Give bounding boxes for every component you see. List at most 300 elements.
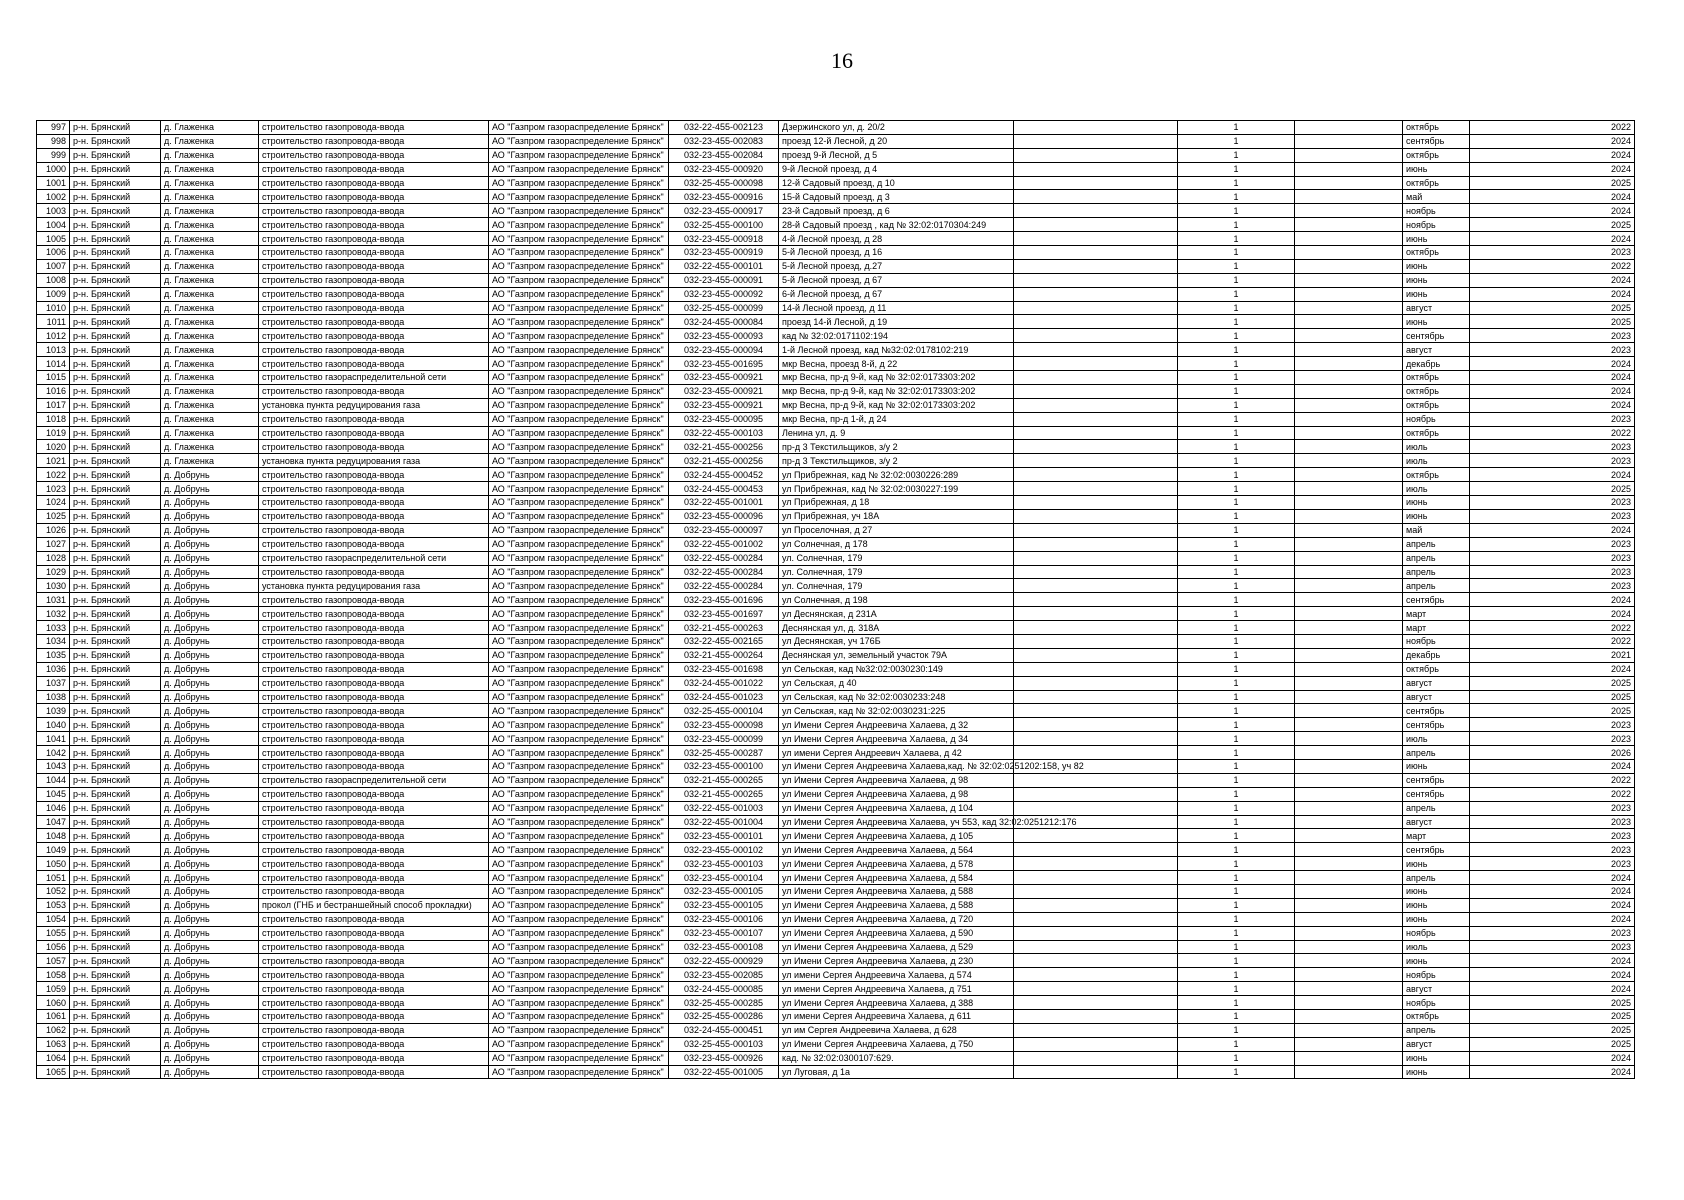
cell-application-code: 032-22-455-000101 <box>669 259 779 273</box>
cell-application-code: 032-23-455-000095 <box>669 412 779 426</box>
cell-empty <box>1295 565 1403 579</box>
cell-row-number: 997 <box>37 121 70 135</box>
cell-district: р-н. Брянский <box>70 426 161 440</box>
cell-quantity: 1 <box>1178 148 1295 162</box>
cell-row-number: 1047 <box>37 815 70 829</box>
cell-quantity: 1 <box>1178 579 1295 593</box>
cell-application-code: 032-23-455-000098 <box>669 718 779 732</box>
cell-work-type: строительство газопровода-ввода <box>259 801 489 815</box>
cell-application-code: 032-23-455-000091 <box>669 273 779 287</box>
cell-empty <box>1014 509 1178 523</box>
cell-work-type: строительство газопровода-ввода <box>259 440 489 454</box>
cell-month: июль <box>1403 440 1470 454</box>
cell-row-number: 1018 <box>37 412 70 426</box>
cell-organization: АО "Газпром газораспределение Брянск" <box>489 607 669 621</box>
cell-address: ул Имени Сергея Андреевича Халаева, д 584 <box>779 871 1014 885</box>
cell-month: октябрь <box>1403 1010 1470 1024</box>
cell-application-code: 032-22-455-001002 <box>669 537 779 551</box>
cell-address: ул Имени Сергея Андреевича Халаева,кад. № 32:02:0251202:158, уч 82 <box>779 759 1014 773</box>
cell-year: 2023 <box>1470 551 1635 565</box>
cell-empty <box>1014 746 1178 760</box>
cell-empty <box>1014 273 1178 287</box>
cell-empty <box>1295 468 1403 482</box>
cell-year: 2022 <box>1470 621 1635 635</box>
cell-empty <box>1014 982 1178 996</box>
cell-row-number: 1039 <box>37 704 70 718</box>
cell-organization: АО "Газпром газораспределение Брянск" <box>489 759 669 773</box>
cell-district: р-н. Брянский <box>70 1023 161 1037</box>
cell-empty <box>1295 176 1403 190</box>
cell-address: ул. Солнечная, 179 <box>779 579 1014 593</box>
cell-year: 2021 <box>1470 648 1635 662</box>
cell-empty <box>1295 690 1403 704</box>
cell-year: 2023 <box>1470 857 1635 871</box>
cell-application-code: 032-23-455-000108 <box>669 940 779 954</box>
cell-application-code: 032-22-455-000284 <box>669 565 779 579</box>
cell-locality: д. Глаженка <box>161 384 259 398</box>
cell-year: 2024 <box>1470 190 1635 204</box>
cell-locality: д. Глаженка <box>161 426 259 440</box>
cell-empty <box>1295 871 1403 885</box>
cell-work-type: строительство газопровода-ввода <box>259 746 489 760</box>
cell-organization: АО "Газпром газораспределение Брянск" <box>489 537 669 551</box>
cell-empty <box>1014 662 1178 676</box>
cell-month: июнь <box>1403 232 1470 246</box>
cell-organization: АО "Газпром газораспределение Брянск" <box>489 565 669 579</box>
cell-year: 2024 <box>1470 523 1635 537</box>
cell-empty <box>1295 1023 1403 1037</box>
cell-work-type: строительство газопровода-ввода <box>259 468 489 482</box>
cell-address: ул Солнечная, д 198 <box>779 593 1014 607</box>
cell-quantity: 1 <box>1178 371 1295 385</box>
cell-month: июль <box>1403 732 1470 746</box>
cell-organization: АО "Газпром газораспределение Брянск" <box>489 440 669 454</box>
cell-work-type: строительство газопровода-ввода <box>259 593 489 607</box>
cell-locality: д. Глаженка <box>161 273 259 287</box>
cell-row-number: 1019 <box>37 426 70 440</box>
cell-organization: АО "Газпром газораспределение Брянск" <box>489 1051 669 1065</box>
cell-address: ул имени Сергея Андреевич Халаева, д 42 <box>779 746 1014 760</box>
cell-empty <box>1295 273 1403 287</box>
table-row <box>37 565 1635 579</box>
cell-locality: д. Добрунь <box>161 690 259 704</box>
cell-empty <box>1295 301 1403 315</box>
cell-locality: д. Добрунь <box>161 732 259 746</box>
cell-work-type: строительство газопровода-ввода <box>259 232 489 246</box>
cell-organization: АО "Газпром газораспределение Брянск" <box>489 593 669 607</box>
cell-quantity: 1 <box>1178 773 1295 787</box>
cell-empty <box>1014 190 1178 204</box>
cell-locality: д. Глаженка <box>161 232 259 246</box>
cell-row-number: 1025 <box>37 509 70 523</box>
cell-locality: д. Добрунь <box>161 579 259 593</box>
cell-row-number: 1013 <box>37 343 70 357</box>
cell-organization: АО "Газпром газораспределение Брянск" <box>489 509 669 523</box>
cell-month: октябрь <box>1403 426 1470 440</box>
cell-year: 2024 <box>1470 134 1635 148</box>
cell-address: ул Имени Сергея Андреевича Халаева, д 34 <box>779 732 1014 746</box>
table-row <box>37 884 1635 898</box>
cell-row-number: 1063 <box>37 1037 70 1051</box>
cell-row-number: 1021 <box>37 454 70 468</box>
cell-application-code: 032-21-455-000265 <box>669 773 779 787</box>
cell-empty <box>1295 676 1403 690</box>
cell-locality: д. Глаженка <box>161 343 259 357</box>
cell-quantity: 1 <box>1178 523 1295 537</box>
cell-year: 2023 <box>1470 329 1635 343</box>
cell-address: ул Луговая, д 1а <box>779 1065 1014 1079</box>
cell-month: июнь <box>1403 912 1470 926</box>
table-row <box>37 982 1635 996</box>
table-row <box>37 1051 1635 1065</box>
cell-month: апрель <box>1403 565 1470 579</box>
cell-empty <box>1014 1051 1178 1065</box>
cell-quantity: 1 <box>1178 829 1295 843</box>
cell-empty <box>1014 843 1178 857</box>
cell-district: р-н. Брянский <box>70 551 161 565</box>
cell-district: р-н. Брянский <box>70 996 161 1010</box>
cell-organization: АО "Газпром газораспределение Брянск" <box>489 273 669 287</box>
table-row <box>37 1010 1635 1024</box>
cell-quantity: 1 <box>1178 634 1295 648</box>
cell-district: р-н. Брянский <box>70 926 161 940</box>
cell-month: октябрь <box>1403 121 1470 135</box>
cell-locality: д. Глаженка <box>161 287 259 301</box>
cell-district: р-н. Брянский <box>70 732 161 746</box>
cell-locality: д. Глаженка <box>161 121 259 135</box>
cell-district: р-н. Брянский <box>70 954 161 968</box>
cell-empty <box>1295 912 1403 926</box>
cell-month: июнь <box>1403 759 1470 773</box>
cell-month: апрель <box>1403 551 1470 565</box>
cell-quantity: 1 <box>1178 787 1295 801</box>
cell-empty <box>1014 857 1178 871</box>
cell-quantity: 1 <box>1178 593 1295 607</box>
cell-application-code: 032-23-455-000096 <box>669 509 779 523</box>
cell-address: ул им Сергея Андреевича Халаева, д 628 <box>779 1023 1014 1037</box>
cell-district: р-н. Брянский <box>70 843 161 857</box>
cell-district: р-н. Брянский <box>70 537 161 551</box>
cell-organization: АО "Газпром газораспределение Брянск" <box>489 732 669 746</box>
cell-empty <box>1014 912 1178 926</box>
cell-empty <box>1295 259 1403 273</box>
cell-work-type: строительство газораспределительной сети <box>259 371 489 385</box>
cell-empty <box>1014 301 1178 315</box>
cell-empty <box>1295 815 1403 829</box>
cell-empty <box>1014 787 1178 801</box>
cell-month: июнь <box>1403 509 1470 523</box>
cell-organization: АО "Газпром газораспределение Брянск" <box>489 634 669 648</box>
cell-work-type: строительство газопровода-ввода <box>259 259 489 273</box>
cell-row-number: 1056 <box>37 940 70 954</box>
cell-month: сентябрь <box>1403 704 1470 718</box>
table-row <box>37 287 1635 301</box>
cell-row-number: 1046 <box>37 801 70 815</box>
cell-address: проезд 12-й Лесной, д 20 <box>779 134 1014 148</box>
cell-empty <box>1014 134 1178 148</box>
cell-work-type: строительство газопровода-ввода <box>259 426 489 440</box>
cell-quantity: 1 <box>1178 648 1295 662</box>
table-row <box>37 218 1635 232</box>
cell-year: 2024 <box>1470 968 1635 982</box>
cell-work-type: строительство газопровода-ввода <box>259 496 489 510</box>
cell-month: июнь <box>1403 954 1470 968</box>
cell-work-type: строительство газопровода-ввода <box>259 315 489 329</box>
cell-application-code: 032-22-455-002123 <box>669 121 779 135</box>
cell-empty <box>1295 829 1403 843</box>
cell-organization: АО "Газпром газораспределение Брянск" <box>489 996 669 1010</box>
cell-empty <box>1014 523 1178 537</box>
cell-year: 2023 <box>1470 496 1635 510</box>
cell-empty <box>1295 926 1403 940</box>
cell-empty <box>1295 343 1403 357</box>
cell-locality: д. Глаженка <box>161 246 259 260</box>
cell-locality: д. Добрунь <box>161 996 259 1010</box>
cell-empty <box>1014 384 1178 398</box>
cell-address: 14-й Лесной проезд, д 11 <box>779 301 1014 315</box>
table-row <box>37 301 1635 315</box>
cell-year: 2024 <box>1470 954 1635 968</box>
cell-empty <box>1014 968 1178 982</box>
table-row <box>37 329 1635 343</box>
cell-empty <box>1014 398 1178 412</box>
cell-row-number: 998 <box>37 134 70 148</box>
cell-district: р-н. Брянский <box>70 1037 161 1051</box>
table-row <box>37 176 1635 190</box>
cell-address: Дзержинского ул, д. 20/2 <box>779 121 1014 135</box>
cell-organization: АО "Газпром газораспределение Брянск" <box>489 426 669 440</box>
cell-empty <box>1295 746 1403 760</box>
cell-month: октябрь <box>1403 246 1470 260</box>
cell-empty <box>1014 704 1178 718</box>
cell-district: р-н. Брянский <box>70 1051 161 1065</box>
cell-application-code: 032-22-455-000103 <box>669 426 779 440</box>
cell-organization: АО "Газпром газораспределение Брянск" <box>489 787 669 801</box>
cell-empty <box>1295 440 1403 454</box>
cell-empty <box>1014 621 1178 635</box>
cell-month: июнь <box>1403 315 1470 329</box>
cell-organization: АО "Газпром газораспределение Брянск" <box>489 218 669 232</box>
cell-organization: АО "Газпром газораспределение Брянск" <box>489 746 669 760</box>
cell-year: 2024 <box>1470 884 1635 898</box>
cell-year: 2023 <box>1470 940 1635 954</box>
cell-row-number: 1054 <box>37 912 70 926</box>
cell-year: 2024 <box>1470 468 1635 482</box>
cell-address: 28-й Садовый проезд , кад № 32:02:0170304:249 <box>779 218 1014 232</box>
cell-address: 4-й Лесной проезд, д 28 <box>779 232 1014 246</box>
cell-work-type: строительство газопровода-ввода <box>259 134 489 148</box>
cell-work-type: установка пункта редуцирования газа <box>259 398 489 412</box>
cell-locality: д. Глаженка <box>161 204 259 218</box>
cell-application-code: 032-25-455-000286 <box>669 1010 779 1024</box>
cell-application-code: 032-21-455-000264 <box>669 648 779 662</box>
cell-organization: АО "Газпром газораспределение Брянск" <box>489 690 669 704</box>
cell-district: р-н. Брянский <box>70 634 161 648</box>
table-row <box>37 1023 1635 1037</box>
cell-district: р-н. Брянский <box>70 676 161 690</box>
cell-month: август <box>1403 343 1470 357</box>
cell-address: ул имени Сергея Андреевича Халаева, д 751 <box>779 982 1014 996</box>
cell-locality: д. Добрунь <box>161 1023 259 1037</box>
cell-empty <box>1014 176 1178 190</box>
cell-locality: д. Добрунь <box>161 940 259 954</box>
cell-quantity: 1 <box>1178 1065 1295 1079</box>
cell-empty <box>1295 621 1403 635</box>
cell-district: р-н. Брянский <box>70 884 161 898</box>
cell-locality: д. Добрунь <box>161 607 259 621</box>
cell-month: июль <box>1403 482 1470 496</box>
cell-work-type: строительство газопровода-ввода <box>259 148 489 162</box>
cell-month: октябрь <box>1403 371 1470 385</box>
cell-empty <box>1014 426 1178 440</box>
cell-application-code: 032-23-455-001695 <box>669 357 779 371</box>
table-row <box>37 426 1635 440</box>
cell-organization: АО "Газпром газораспределение Брянск" <box>489 482 669 496</box>
cell-empty <box>1014 162 1178 176</box>
cell-empty <box>1295 134 1403 148</box>
cell-work-type: строительство газопровода-ввода <box>259 273 489 287</box>
cell-address: проезд 14-й Лесной, д 19 <box>779 315 1014 329</box>
cell-work-type: строительство газопровода-ввода <box>259 565 489 579</box>
cell-district: р-н. Брянский <box>70 482 161 496</box>
cell-month: август <box>1403 301 1470 315</box>
cell-month: август <box>1403 676 1470 690</box>
cell-locality: д. Добрунь <box>161 746 259 760</box>
cell-district: р-н. Брянский <box>70 315 161 329</box>
cell-organization: АО "Газпром газораспределение Брянск" <box>489 246 669 260</box>
cell-application-code: 032-23-455-000921 <box>669 371 779 385</box>
cell-empty <box>1295 801 1403 815</box>
cell-organization: АО "Газпром газораспределение Брянск" <box>489 1037 669 1051</box>
cell-empty <box>1014 871 1178 885</box>
cell-quantity: 1 <box>1178 454 1295 468</box>
cell-work-type: строительство газопровода-ввода <box>259 996 489 1010</box>
cell-row-number: 1017 <box>37 398 70 412</box>
cell-work-type: строительство газопровода-ввода <box>259 940 489 954</box>
cell-quantity: 1 <box>1178 940 1295 954</box>
cell-row-number: 1043 <box>37 759 70 773</box>
cell-organization: АО "Газпром газораспределение Брянск" <box>489 315 669 329</box>
cell-year: 2023 <box>1470 412 1635 426</box>
cell-address: ул Имени Сергея Андреевича Халаева, д 104 <box>779 801 1014 815</box>
cell-address: пр-д 3 Текстильщиков, з/у 2 <box>779 454 1014 468</box>
table-row <box>37 440 1635 454</box>
cell-row-number: 1002 <box>37 190 70 204</box>
cell-locality: д. Глаженка <box>161 301 259 315</box>
cell-quantity: 1 <box>1178 898 1295 912</box>
cell-work-type: строительство газопровода-ввода <box>259 509 489 523</box>
cell-quantity: 1 <box>1178 357 1295 371</box>
cell-year: 2024 <box>1470 273 1635 287</box>
cell-application-code: 032-25-455-000100 <box>669 218 779 232</box>
cell-empty <box>1295 454 1403 468</box>
cell-row-number: 1020 <box>37 440 70 454</box>
cell-work-type: прокол (ГНБ и бестраншейный способ прокладки) <box>259 898 489 912</box>
table-row <box>37 148 1635 162</box>
cell-locality: д. Добрунь <box>161 801 259 815</box>
cell-work-type: строительство газопровода-ввода <box>259 301 489 315</box>
cell-organization: АО "Газпром газораспределение Брянск" <box>489 496 669 510</box>
table-row <box>37 162 1635 176</box>
cell-month: апрель <box>1403 746 1470 760</box>
cell-work-type: строительство газопровода-ввода <box>259 204 489 218</box>
cell-empty <box>1014 232 1178 246</box>
cell-application-code: 032-21-455-000256 <box>669 454 779 468</box>
cell-quantity: 1 <box>1178 343 1295 357</box>
table-row <box>37 690 1635 704</box>
cell-empty <box>1295 648 1403 662</box>
cell-row-number: 1042 <box>37 746 70 760</box>
table-body <box>37 121 1635 1079</box>
cell-row-number: 1014 <box>37 357 70 371</box>
cell-empty <box>1295 218 1403 232</box>
cell-quantity: 1 <box>1178 996 1295 1010</box>
table-row <box>37 1037 1635 1051</box>
cell-work-type: строительство газопровода-ввода <box>259 621 489 635</box>
table-row <box>37 634 1635 648</box>
cell-district: р-н. Брянский <box>70 746 161 760</box>
cell-row-number: 1065 <box>37 1065 70 1079</box>
cell-quantity: 1 <box>1178 621 1295 635</box>
cell-row-number: 1031 <box>37 593 70 607</box>
cell-locality: д. Добрунь <box>161 551 259 565</box>
cell-row-number: 1030 <box>37 579 70 593</box>
cell-district: р-н. Брянский <box>70 204 161 218</box>
cell-empty <box>1014 1065 1178 1079</box>
cell-organization: АО "Газпром газораспределение Брянск" <box>489 259 669 273</box>
cell-year: 2026 <box>1470 746 1635 760</box>
cell-month: июнь <box>1403 857 1470 871</box>
cell-row-number: 999 <box>37 148 70 162</box>
cell-locality: д. Добрунь <box>161 968 259 982</box>
cell-quantity: 1 <box>1178 954 1295 968</box>
cell-locality: д. Глаженка <box>161 371 259 385</box>
cell-locality: д. Глаженка <box>161 398 259 412</box>
cell-quantity: 1 <box>1178 190 1295 204</box>
cell-row-number: 1049 <box>37 843 70 857</box>
cell-quantity: 1 <box>1178 884 1295 898</box>
cell-organization: АО "Газпром газораспределение Брянск" <box>489 801 669 815</box>
cell-locality: д. Глаженка <box>161 190 259 204</box>
cell-locality: д. Добрунь <box>161 829 259 843</box>
cell-district: р-н. Брянский <box>70 134 161 148</box>
cell-organization: АО "Газпром газораспределение Брянск" <box>489 287 669 301</box>
cell-district: р-н. Брянский <box>70 648 161 662</box>
cell-address: ул Сельская, д 40 <box>779 676 1014 690</box>
cell-application-code: 032-23-455-000092 <box>669 287 779 301</box>
cell-address: кад № 32:02:0171102:194 <box>779 329 1014 343</box>
cell-empty <box>1295 204 1403 218</box>
table-row <box>37 662 1635 676</box>
cell-work-type: строительство газопровода-ввода <box>259 829 489 843</box>
cell-empty <box>1014 801 1178 815</box>
cell-empty <box>1295 357 1403 371</box>
table-row <box>37 343 1635 357</box>
cell-address: ул Имени Сергея Андреевича Халаева, д 750 <box>779 1037 1014 1051</box>
cell-month: октябрь <box>1403 662 1470 676</box>
cell-row-number: 1041 <box>37 732 70 746</box>
cell-empty <box>1295 384 1403 398</box>
cell-year: 2024 <box>1470 232 1635 246</box>
cell-month: декабрь <box>1403 648 1470 662</box>
table-row <box>37 412 1635 426</box>
cell-empty <box>1014 690 1178 704</box>
cell-month: июнь <box>1403 259 1470 273</box>
cell-empty <box>1014 1023 1178 1037</box>
cell-work-type: строительство газопровода-ввода <box>259 121 489 135</box>
cell-year: 2023 <box>1470 926 1635 940</box>
cell-work-type: строительство газопровода-ввода <box>259 384 489 398</box>
